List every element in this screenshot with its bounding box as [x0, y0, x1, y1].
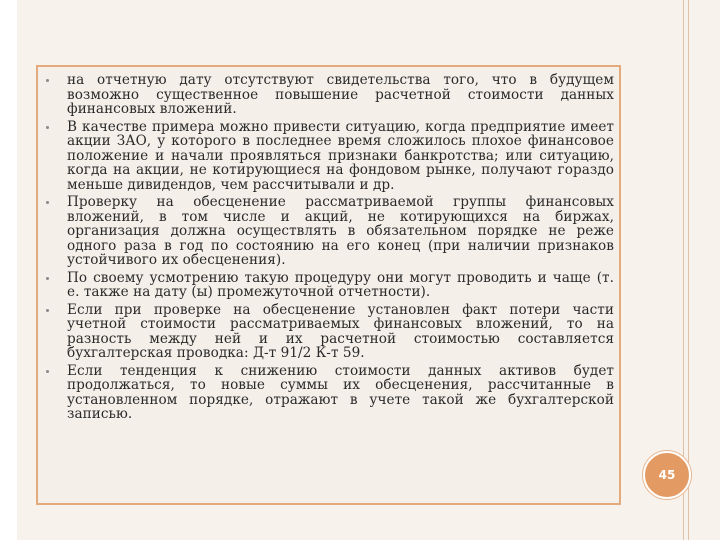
bullet-text: Проверку на обесценение рассматриваемой группы финансовых вложений, в том числе и акций, не котирующихся на биржах, организация должна осуществлять в обязательном порядке не реже одного раза в год по состоянию на его конец (при наличии признаков устойчивого их обесценения). — [67, 194, 614, 268]
bullet-text: По своему усмотрению такую процедуру они могут проводить и чаще (т. е. также на дату (ы) промежуточной отчетности). — [67, 269, 614, 300]
bullet-icon — [46, 126, 49, 129]
bullet-item — [46, 364, 614, 422]
decorative-line — [688, 0, 689, 540]
bullet-text: на отчетную дату отсутствуют свидетельства того, что в будущем возможно существенное повышение расчетной стоимости данных финансовых вложений. — [67, 72, 614, 117]
bullet-text: В качестве примера можно привести ситуацию, когда предприятие имеет акции ЗАО, у которого в последнее время сложилось плохое финансовое положение и начали проявляться признаки банкротства; или ситуацию, когда на акции, не котирующиеся на фондовом рынке, получают гораздо меньше дивидендов, чем рассчитывали и др. — [67, 118, 614, 193]
bullet-text: Если при проверке на обесценение установлен факт потери части учетной стоимости рассматриваемых финансовых вложений, то на разность между ней и их расчетной стоимостью составляется бухгалтерская проводка: Д-т 91/2 К-т 59. — [67, 301, 614, 361]
bullet-icon — [46, 309, 49, 312]
bullet-list — [46, 73, 614, 425]
bullet-text: Если тенденция к снижению стоимости данных активов будет продолжаться, то новые суммы их обесценения, рассчитанные в установленном порядке, отражают в учете такой же бухгалтерской записью. — [67, 362, 614, 422]
page-number-badge: 45 — [643, 451, 691, 499]
bullet-item — [46, 195, 614, 268]
bullet-icon — [46, 370, 49, 373]
content-frame — [36, 65, 621, 505]
bullet-icon — [46, 79, 49, 82]
bullet-item — [46, 303, 614, 361]
bullet-item — [46, 120, 614, 193]
bullet-icon — [46, 277, 49, 280]
bullet-icon — [46, 201, 49, 204]
bullet-item — [46, 271, 614, 300]
bullet-item — [46, 73, 614, 117]
